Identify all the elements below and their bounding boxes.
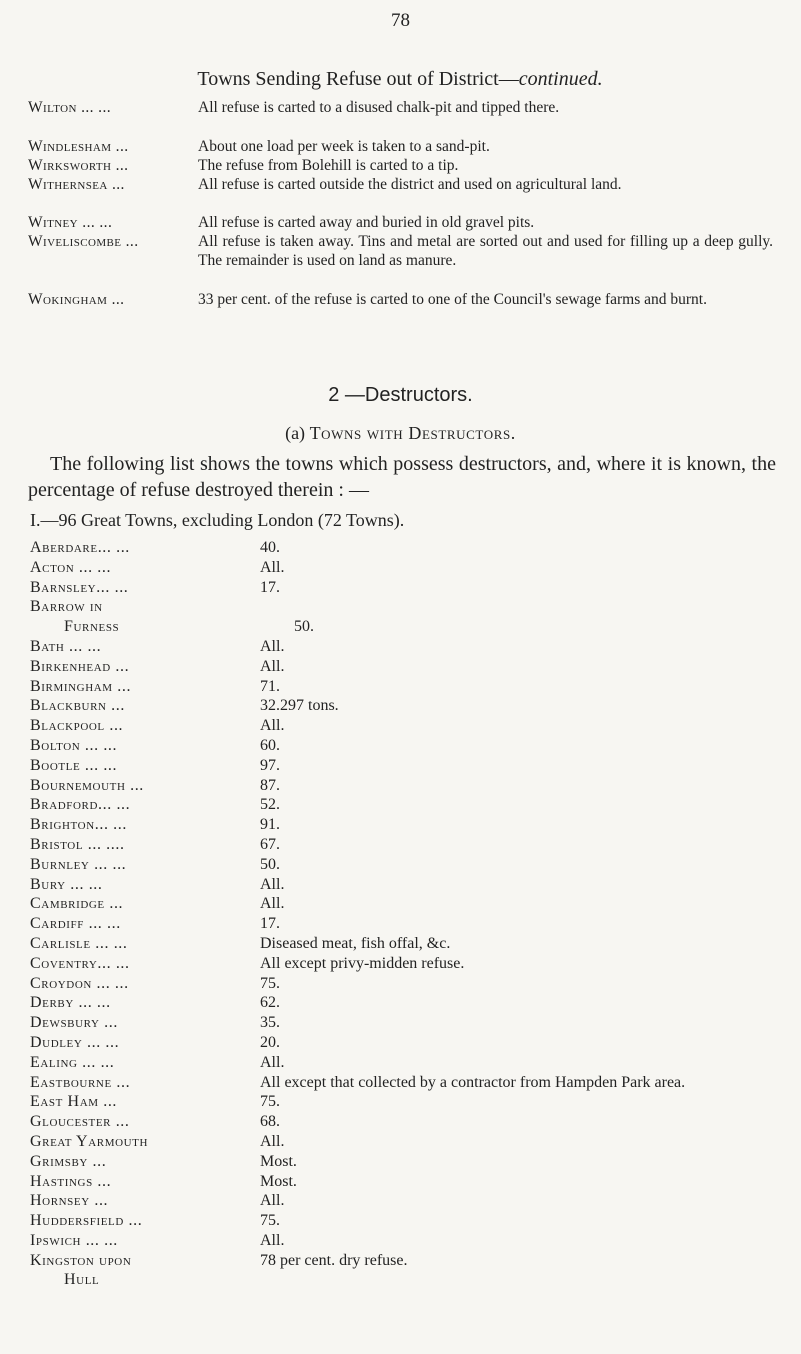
- destructor-row: [30, 1013, 790, 1033]
- destructor-town: Ipswich ... ...: [30, 1231, 118, 1249]
- district-row: [28, 137, 773, 156]
- destructor-value: 60.: [260, 736, 280, 754]
- district-description: All refuse is taken away. Tins and metal are sorted out and used for filling up a deep gully. The remainder is used on land as manure.: [198, 233, 773, 269]
- list-header: I.—96 Great Towns, excluding London (72 Towns).: [30, 510, 405, 530]
- destructor-town: Carlisle ... ...: [30, 934, 128, 952]
- destructor-town: Birmingham ...: [30, 677, 132, 695]
- district-town: Wirksworth ...: [28, 157, 129, 174]
- destructor-town: Huddersfield ...: [30, 1212, 143, 1230]
- destructor-town: Bury ... ...: [30, 875, 103, 893]
- destructor-row: [30, 1033, 790, 1053]
- destructor-value: 17.: [260, 915, 280, 933]
- subsection-letter: (a): [285, 423, 306, 443]
- destructor-value: 75.: [260, 1093, 280, 1111]
- destructor-row: [30, 855, 790, 875]
- destructor-row: [30, 1152, 790, 1172]
- destructor-row: [30, 974, 790, 994]
- destructor-row: [30, 835, 790, 855]
- district-row: [28, 232, 773, 270]
- running-head: [30, 68, 770, 91]
- destructor-value: 75.: [260, 1212, 280, 1230]
- destructor-town: Furness: [64, 618, 120, 636]
- section-title: 2 —Destructors.: [328, 384, 473, 406]
- destructor-town: Grimsby ...: [30, 1152, 107, 1170]
- destructor-town: Bournemouth ...: [30, 776, 144, 794]
- destructor-row: [30, 677, 790, 697]
- destructor-value: [260, 597, 790, 617]
- destructor-row: [30, 815, 790, 835]
- destructor-value: 68.: [260, 1113, 280, 1131]
- destructor-value: Diseased meat, fish offal, &c.: [260, 934, 451, 952]
- destructor-row: [30, 1191, 790, 1211]
- destructor-row: [30, 756, 790, 776]
- destructor-town: Bath ... ...: [30, 637, 102, 655]
- page-number: 78: [391, 10, 410, 31]
- destructor-value: 62.: [260, 994, 280, 1012]
- destructor-value: 20.: [260, 1033, 280, 1051]
- destructor-value: All except that collected by a contractor from Hampden Park area.: [260, 1073, 686, 1091]
- destructor-row: [30, 1092, 790, 1112]
- destructor-row: [30, 736, 790, 756]
- destructor-value: 97.: [260, 756, 280, 774]
- destructor-row: [30, 1132, 790, 1152]
- district-description: All refuse is carted to a disused chalk-pit and tipped there.: [198, 99, 560, 116]
- district-description: The refuse from Bolehill is carted to a tip.: [198, 157, 459, 174]
- destructor-town: Bootle ... ...: [30, 756, 118, 774]
- destructor-row: [30, 1251, 790, 1271]
- destructor-row: [30, 954, 790, 974]
- district-row: [28, 98, 773, 117]
- destructor-town: Eastbourne ...: [30, 1073, 131, 1091]
- destructor-value: 52.: [260, 796, 280, 814]
- district-description: All refuse is carted away and buried in old gravel pits.: [198, 214, 535, 231]
- destructor-town: Birkenhead ...: [30, 657, 130, 675]
- destructor-value: All except privy-midden refuse.: [260, 954, 465, 972]
- destructor-value: All.: [260, 875, 285, 893]
- destructor-town: Acton ... ...: [30, 558, 112, 576]
- destructor-value: All.: [260, 1192, 285, 1210]
- destructor-row: [30, 578, 790, 598]
- destructor-row: [30, 795, 790, 815]
- destructor-value: 87.: [260, 776, 280, 794]
- destructor-town: Croydon ... ...: [30, 974, 129, 992]
- destructor-value: 17.: [260, 578, 280, 596]
- district-description: 33 per cent. of the refuse is carted to one of the Council's sewage farms and burnt.: [198, 291, 707, 308]
- intro-text: The following list shows the towns which possess destructors, and, where it is known, the percentage of refuse destroyed therein : —: [28, 453, 776, 501]
- district-row: [28, 175, 773, 194]
- destructor-town: Barnsley... ...: [30, 578, 129, 596]
- destructor-value: 75.: [260, 974, 280, 992]
- destructor-town: Great Yarmouth: [30, 1132, 149, 1150]
- destructor-row: [30, 597, 790, 617]
- destructor-town: Burnley ... ...: [30, 855, 127, 873]
- destructor-town: Hull: [64, 1271, 100, 1289]
- destructor-town: Blackburn ...: [30, 697, 125, 715]
- destructor-town: Bolton ... ...: [30, 736, 118, 754]
- destructor-row: [30, 1053, 790, 1073]
- destructor-value: 32.297 tons.: [260, 697, 339, 715]
- destructor-row: [30, 558, 790, 578]
- destructor-value: All.: [260, 717, 285, 735]
- destructor-row: [30, 1231, 790, 1251]
- destructor-value: 50.: [294, 618, 314, 636]
- destructor-row: [30, 1270, 790, 1290]
- district-row: [28, 213, 773, 232]
- destructor-value: All.: [260, 895, 285, 913]
- subsection-heading: [0, 423, 801, 444]
- destructor-row: [30, 934, 790, 954]
- destructor-value: All.: [260, 657, 285, 675]
- destructor-value: 40.: [260, 539, 280, 556]
- district-town: Wilton ... ...: [28, 99, 112, 116]
- destructor-town: Dudley ... ...: [30, 1033, 120, 1051]
- destructor-row: [30, 1172, 790, 1192]
- district-town: Witney ... ...: [28, 214, 113, 231]
- destructor-town: Brighton... ...: [30, 816, 127, 834]
- destructor-row: [30, 1112, 790, 1132]
- destructor-row: [30, 716, 790, 736]
- destructor-value: Most.: [260, 1172, 297, 1190]
- intro-paragraph: [28, 451, 776, 503]
- destructor-town: Cambridge ...: [30, 895, 124, 913]
- destructor-row: [30, 875, 790, 895]
- subsection-title: Towns with Destructors.: [309, 423, 516, 443]
- destructor-town: Blackpool ...: [30, 717, 124, 735]
- destructor-value: 50.: [260, 855, 280, 873]
- district-town: Windlesham ...: [28, 138, 129, 155]
- destructor-town: Barrow in: [30, 598, 103, 616]
- destructor-row: [30, 894, 790, 914]
- district-town: Wokingham ...: [28, 291, 125, 308]
- destructor-town: Derby ... ...: [30, 994, 111, 1012]
- destructor-value: All.: [260, 558, 285, 576]
- destructor-row: [30, 617, 790, 637]
- destructor-row: [30, 637, 790, 657]
- district-town: Withernsea ...: [28, 176, 125, 193]
- destructor-value: All.: [260, 1053, 285, 1071]
- destructor-town-list: [30, 538, 790, 1290]
- destructor-value: 35.: [260, 1014, 280, 1032]
- destructor-value: 71.: [260, 677, 280, 695]
- destructor-town: Gloucester ...: [30, 1113, 130, 1131]
- running-head-main: Towns Sending Refuse out of District—: [197, 68, 519, 90]
- destructor-row: [30, 538, 790, 558]
- destructor-row: [30, 914, 790, 934]
- running-head-continued: continued.: [518, 68, 603, 90]
- destructor-row: [30, 1211, 790, 1231]
- destructor-value: 78 per cent. dry refuse.: [260, 1251, 408, 1269]
- destructor-value: All.: [260, 637, 285, 655]
- destructor-town: Coventry... ...: [30, 954, 130, 972]
- destructor-row: [30, 696, 790, 716]
- destructor-value: Most.: [260, 1152, 297, 1170]
- destructor-value: All.: [260, 1231, 285, 1249]
- destructor-town: Ealing ... ...: [30, 1053, 115, 1071]
- district-description: All refuse is carted outside the district and used on agricultural land.: [198, 176, 622, 193]
- destructor-town: East Ham ...: [30, 1093, 118, 1111]
- district-description: About one load per week is taken to a sand-pit.: [198, 138, 490, 155]
- destructor-value: [294, 1270, 790, 1290]
- destructor-town: Hastings ...: [30, 1172, 112, 1190]
- destructor-row: [30, 993, 790, 1013]
- destructor-row: [30, 657, 790, 677]
- destructor-town: Dewsbury ...: [30, 1014, 118, 1032]
- destructor-town: Bristol ... ....: [30, 835, 125, 853]
- destructor-town: Bradford... ...: [30, 796, 131, 814]
- destructor-row: [30, 776, 790, 796]
- destructor-town: Hornsey ...: [30, 1192, 109, 1210]
- destructor-value: All.: [260, 1132, 285, 1150]
- destructor-value: 91.: [260, 816, 280, 834]
- destructor-town: Kingston upon: [30, 1251, 132, 1269]
- destructor-row: [30, 1073, 790, 1093]
- destructor-town: Cardiff ... ...: [30, 915, 121, 933]
- district-row: [28, 156, 773, 175]
- district-row: [28, 290, 773, 309]
- district-town: Wiveliscombe ...: [28, 233, 139, 250]
- destructor-town: Aberdare... ...: [30, 539, 130, 556]
- destructor-value: 67.: [260, 835, 280, 853]
